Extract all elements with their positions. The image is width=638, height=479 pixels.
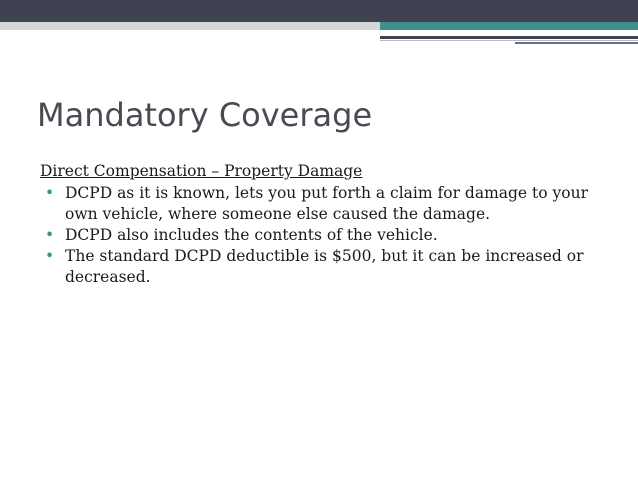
header-stripe-grey	[0, 22, 380, 30]
bullet-item	[40, 183, 610, 225]
bullet-text: DCPD also includes the contents of the vehicle.	[65, 226, 438, 244]
bullet-text: DCPD as it is known, lets you put forth a claim for damage to your own vehicle, where someone else caused the damage.	[65, 184, 588, 223]
slide-body	[40, 161, 610, 288]
bullet-text: The standard DCPD deductible is $500, but it can be increased or decreased.	[65, 247, 584, 286]
header-stripe-teal	[380, 22, 638, 30]
bullet-item	[40, 225, 610, 246]
decorative-rule	[380, 40, 638, 41]
decorative-rule	[380, 36, 638, 39]
bullet-item	[40, 246, 610, 288]
decorative-rule	[515, 42, 638, 44]
slide-title: Mandatory Coverage	[37, 96, 373, 134]
header-band	[0, 0, 638, 22]
bullet-icon: •	[45, 247, 55, 265]
bullet-list	[40, 183, 610, 288]
bullet-icon: •	[45, 184, 55, 202]
subheading: Direct Compensation – Property Damage	[40, 162, 363, 180]
bullet-icon: •	[45, 226, 55, 244]
